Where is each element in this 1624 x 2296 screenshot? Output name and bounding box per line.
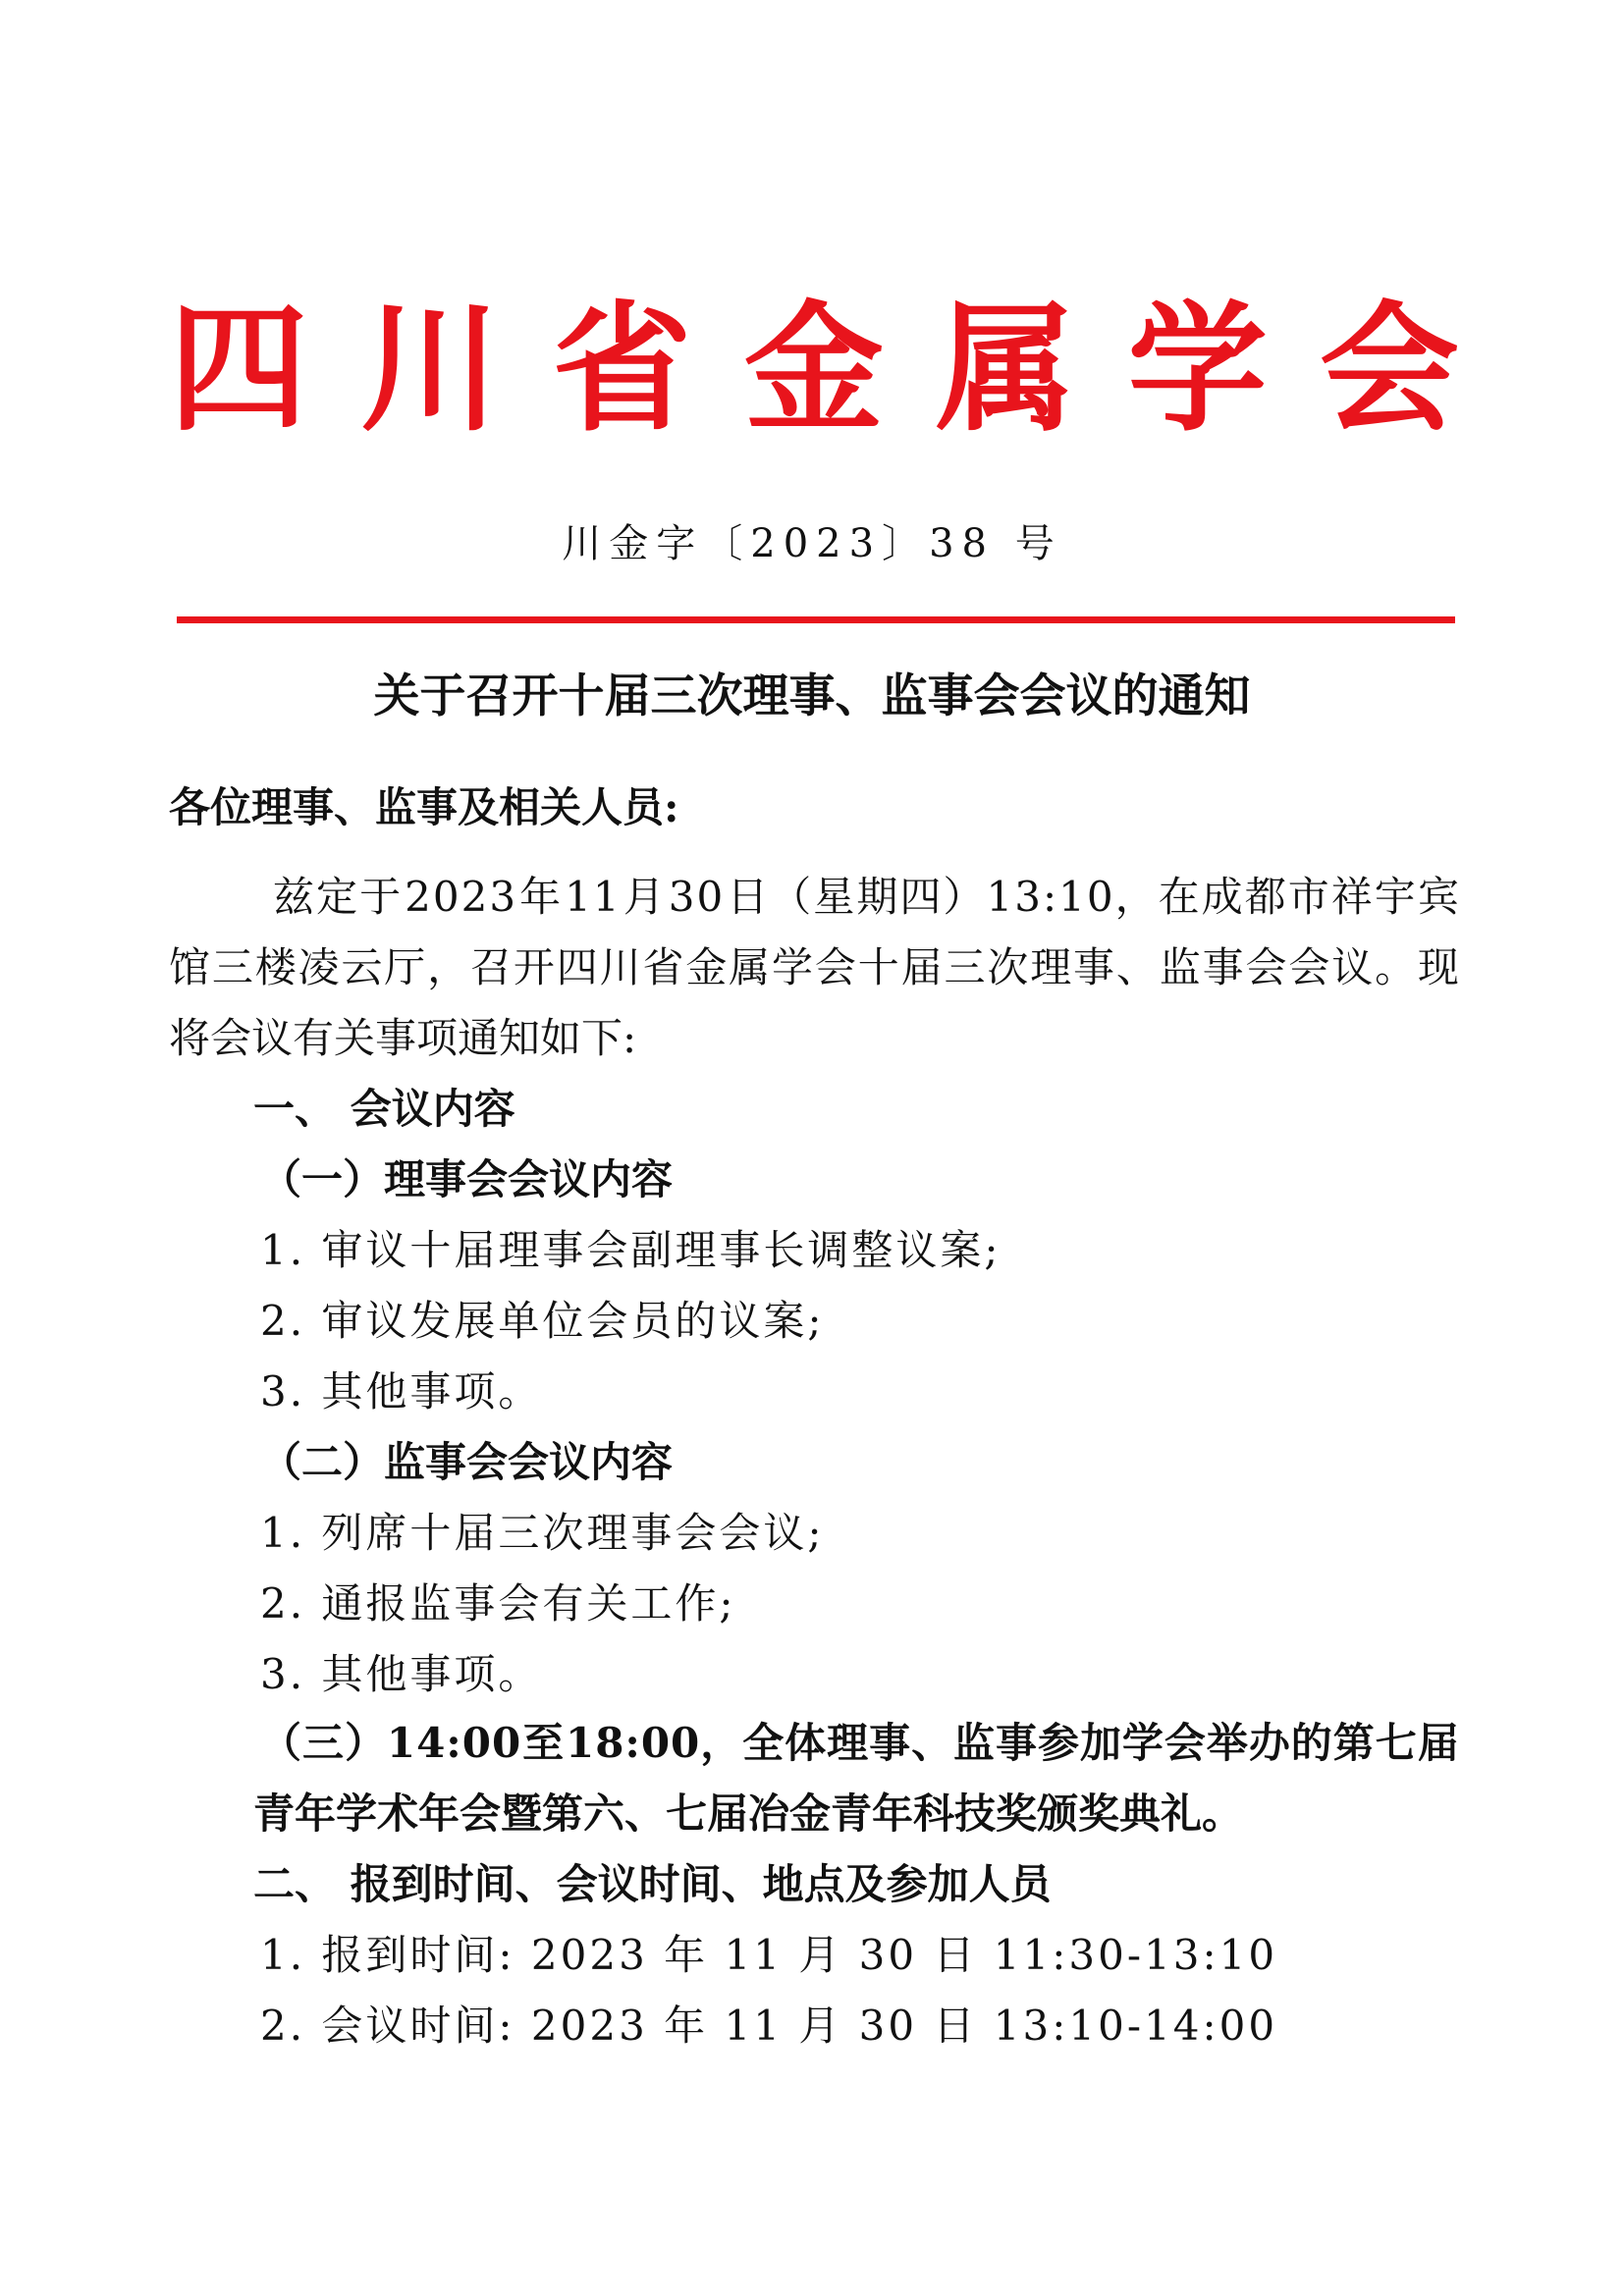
- section-heading: 二、 报到时间、会议时间、地点及参加人员: [253, 1860, 1052, 1908]
- org-letterhead: [169, 288, 1459, 451]
- letterhead-char: 四: [169, 288, 308, 451]
- red-divider: [177, 616, 1455, 623]
- list-item: 3. 其他事项。: [260, 1367, 543, 1415]
- list-item: 2. 通报监事会有关工作;: [260, 1579, 736, 1628]
- intro-line: 将会议有关事项通知如下:: [169, 1014, 637, 1062]
- document-number: 川金字〔2023〕38 号: [562, 521, 1062, 566]
- subsection-paragraph-line: 青年学术年会暨第六、七届冶金青年科技奖颁奖典礼。: [253, 1789, 1244, 1838]
- list-item: 1. 报到时间: 2023 年 11 月 30 日 11:30-13:10: [260, 1931, 1278, 1979]
- letterhead-char: 会: [1319, 288, 1459, 451]
- letterhead-char: 金: [743, 288, 884, 451]
- list-item: 1. 列席十届三次理事会会议;: [260, 1509, 825, 1557]
- intro-line: 馆 三 楼 凌 云 厅 ， 召 开 四 川 省 金 属 学 会 十 届 三 次 理 事 、 监 事 会 会 议 。 现: [169, 943, 1459, 991]
- subsection-paragraph-line: （ 三 ） 1 4 : 0 0 至 1 8 : 0 0 ， 全 体 理 事 、 监 事 参 加 学 会 举 办 的 第 七 届: [260, 1719, 1459, 1767]
- intro-line: 兹 定 于 2 0 2 3 年 1 1 月 3 0 日 （ 星 期 四 ） 1 3 : 1 0 ， 在 成 都 市 祥 宇 宾: [273, 873, 1459, 921]
- subsection-heading: （一）理事会会议内容: [260, 1155, 674, 1203]
- section-heading: 一、 会议内容: [253, 1085, 515, 1133]
- subsection-heading: （二）监事会会议内容: [260, 1438, 674, 1486]
- list-item: 2. 审议发展单位会员的议案;: [260, 1297, 825, 1345]
- list-item: 2. 会议时间: 2023 年 11 月 30 日 13:10-14:00: [260, 2002, 1278, 2050]
- notice-title: 关于召开十届三次理事、监事会会议的通知: [373, 669, 1251, 723]
- list-item: 1. 审议十届理事会副理事长调整议案;: [260, 1226, 1001, 1274]
- letterhead-char: 属: [936, 288, 1076, 451]
- letterhead-char: 省: [552, 288, 692, 451]
- letterhead-char: 学: [1127, 288, 1268, 451]
- salutation: 各位理事、监事及相关人员:: [169, 783, 679, 831]
- list-item: 3. 其他事项。: [260, 1650, 543, 1698]
- letterhead-char: 川: [360, 288, 501, 451]
